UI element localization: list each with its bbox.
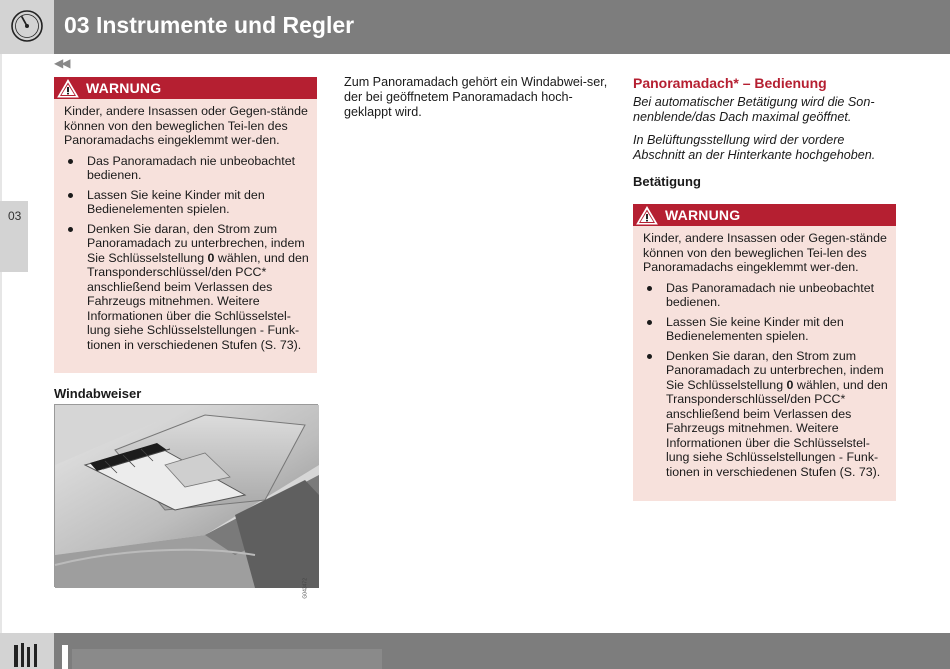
key-position-value: 0 xyxy=(786,377,794,392)
page-footer xyxy=(0,633,950,669)
warning-triangle-icon xyxy=(636,206,658,225)
double-chevron-left-icon[interactable]: ◀◀ xyxy=(54,56,69,70)
warning-item xyxy=(64,154,309,183)
warning-item-text: wählen, und den Transponderschlüssel/den PCC* anschließend beim Verlassen des Fahrzeugs mitnehmen. Weitere Informationen über die Schlüsselstel-lung siehe Schlüsselstellungen - Funk-tionen in verschiedenen Stufen (S. 73). xyxy=(87,250,309,352)
warning-item-text: Das Panoramadach nie unbeobachtet bedienen. xyxy=(666,280,875,309)
warning-box-right xyxy=(633,204,896,501)
side-strip xyxy=(0,54,2,633)
warning-body xyxy=(633,226,896,492)
betaetigung-heading: Betätigung xyxy=(633,174,701,189)
warning-heading: WARNUNG xyxy=(86,80,162,96)
warning-box-left xyxy=(54,77,317,373)
warning-triangle-icon xyxy=(57,79,79,98)
warning-item-text: Lassen Sie keine Kinder mit den Bedienelementen spielen. xyxy=(87,187,265,216)
italic-note-1: Bei automatischer Betätigung wird die Son-nenblende/das Dach maximal geöffnet. xyxy=(633,95,875,124)
section-title: Panoramadach* – Bedienung xyxy=(633,75,827,91)
book-spine-icon[interactable] xyxy=(14,643,40,667)
warning-list xyxy=(643,281,888,480)
header-icon-box xyxy=(0,0,54,54)
warning-item xyxy=(64,188,309,217)
warning-intro: Kinder, andere Insassen oder Gegen-stände können von den beweglichen Tei-len des Panoramadachs eingeklemmt wer-den. xyxy=(643,231,887,274)
wind-deflector-illustration xyxy=(54,404,318,599)
car-roof-image xyxy=(55,405,319,588)
warning-item-text: Lassen Sie keine Kinder mit den Bedienelementen spielen. xyxy=(666,314,844,343)
chapter-tab-label: 03 xyxy=(8,209,22,223)
warning-item-text: wählen, und den Transponderschlüssel/den PCC* anschließend beim Verlassen des Fahrzeugs mitnehmen. Weitere Informationen über die Schlüsselstel-lung siehe Schlüsselstellungen - Funk-tionen in verschiedenen Stufen (S. 73). xyxy=(666,377,888,479)
warning-header xyxy=(54,77,317,99)
gauge-icon xyxy=(10,9,44,43)
chapter-tab[interactable] xyxy=(0,201,28,272)
footer-track xyxy=(72,649,382,669)
warning-item xyxy=(643,281,888,310)
footer-progress-marker xyxy=(62,645,68,669)
page-title: 03 Instrumente und Regler xyxy=(64,12,355,38)
warning-list xyxy=(64,154,309,353)
warning-heading: WARNUNG xyxy=(665,207,741,223)
warning-item-text: Denken Sie daran, den Strom zum Panoramadach zu unterbrechen, indem Sie Schlüsselstellung xyxy=(87,221,305,265)
warning-item-text: Das Panoramadach nie unbeobachtet bedienen. xyxy=(87,153,296,182)
warning-item xyxy=(643,349,888,480)
windabweiser-heading: Windabweiser xyxy=(54,386,142,401)
page-header xyxy=(0,0,950,54)
footer-icon-box xyxy=(0,633,54,669)
warning-item xyxy=(643,315,888,344)
column2-text: Zum Panoramadach gehört ein Windabwei-ser, der bei geöffnetem Panoramadach hoch-geklappt wird. xyxy=(344,75,608,119)
key-position-value: 0 xyxy=(207,250,215,265)
warning-body xyxy=(54,99,317,365)
warning-item-text: Denken Sie daran, den Strom zum Panoramadach zu unterbrechen, indem Sie Schlüsselstellung xyxy=(666,348,884,392)
warning-intro: Kinder, andere Insassen oder Gegen-stände können von den beweglichen Tei-len des Panoramadachs eingeklemmt wer-den. xyxy=(64,104,308,147)
figure-code: G043472 xyxy=(303,578,309,599)
italic-note-2: In Belüftungsstellung wird der vordere Abschnitt an der Hinterkante hochgehoben. xyxy=(633,133,876,162)
warning-item xyxy=(64,222,309,353)
warning-header xyxy=(633,204,896,226)
